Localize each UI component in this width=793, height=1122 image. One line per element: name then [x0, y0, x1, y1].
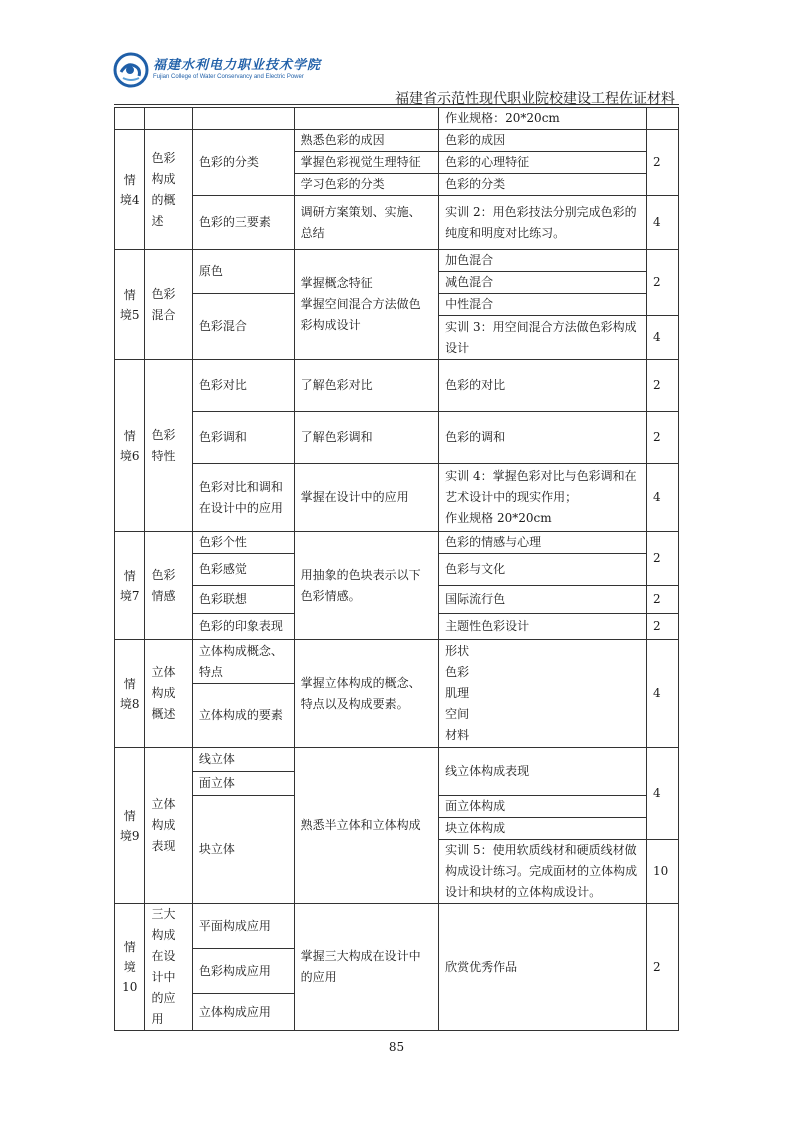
hours-cell: 2	[647, 250, 679, 316]
subtopic-cell: 立体构成概念、特点	[192, 640, 294, 684]
scene-cell: 情境4	[115, 130, 145, 250]
objective-cell: 学习色彩的分类	[294, 174, 439, 196]
content-cell: 欣赏优秀作品	[439, 904, 647, 1031]
table-row	[115, 108, 679, 130]
hours-cell: 2	[647, 586, 679, 614]
objective-cell: 熟悉色彩的成因	[294, 130, 439, 152]
hours-cell: 10	[647, 840, 679, 904]
scene-cell: 情境5	[115, 250, 145, 360]
table-row	[115, 250, 679, 272]
hours-cell: 2	[647, 130, 679, 196]
content-cell: 色彩的调和	[439, 412, 647, 464]
subtopic-cell: 色彩个性	[192, 532, 294, 554]
content-cell: 色彩与文化	[439, 554, 647, 586]
content-cell: 色彩的情感与心理	[439, 532, 647, 554]
objective-cell: 掌握在设计中的应用	[294, 464, 439, 532]
college-emblem-icon	[113, 52, 149, 88]
table-row	[115, 532, 679, 554]
objective-cell: 调研方案策划、实施、总结	[294, 196, 439, 250]
subtopic-cell: 面立体	[192, 772, 294, 796]
content-cell: 实训 4：掌握色彩对比与色彩调和在艺术设计中的现实作用； 作业规格 20*20cm	[439, 464, 647, 532]
table-row	[115, 904, 679, 949]
hours-cell: 4	[647, 196, 679, 250]
hours-cell: 2	[647, 412, 679, 464]
content-cell: 实训 5：使用软质线材和硬质线材做构成设计练习。完成面材的立体构成设计和块材的立体构成设计。	[439, 840, 647, 904]
content-cell: 加色混合	[439, 250, 647, 272]
subtopic-cell: 块立体	[192, 796, 294, 904]
objective-cell: 用抽象的色块表示以下色彩情感。	[294, 532, 439, 640]
scene-cell: 情境8	[115, 640, 145, 748]
hours-cell: 4	[647, 464, 679, 532]
content-cell: 块立体构成	[439, 818, 647, 840]
header-divider	[114, 104, 679, 105]
module-cell	[145, 108, 192, 130]
subtopic-cell	[192, 108, 294, 130]
module-cell: 色彩特性	[145, 360, 192, 532]
content-cell: 面立体构成	[439, 796, 647, 818]
hours-cell: 2	[647, 614, 679, 640]
objective-cell: 掌握概念特征 掌握空间混合方法做色彩构成设计	[294, 250, 439, 360]
subtopic-cell: 立体构成的要素	[192, 684, 294, 748]
content-cell: 色彩的心理特征	[439, 152, 647, 174]
module-cell: 色彩情感	[145, 532, 192, 640]
subtopic-cell: 色彩混合	[192, 294, 294, 360]
table-row	[115, 412, 679, 464]
subtopic-cell: 色彩对比和调和在设计中的应用	[192, 464, 294, 532]
table-row	[115, 130, 679, 152]
hours-cell: 2	[647, 360, 679, 412]
content-cell: 色彩的对比	[439, 360, 647, 412]
subtopic-cell: 色彩的分类	[192, 130, 294, 196]
table-row	[115, 640, 679, 684]
subtopic-cell: 色彩感觉	[192, 554, 294, 586]
module-cell: 立体构成概述	[145, 640, 192, 748]
scene-cell	[115, 108, 145, 130]
page-number: 85	[388, 1040, 405, 1054]
subtopic-cell: 色彩的印象表现	[192, 614, 294, 640]
subtopic-cell: 色彩对比	[192, 360, 294, 412]
scene-cell: 情境7	[115, 532, 145, 640]
subtopic-cell: 立体构成应用	[192, 994, 294, 1031]
content-cell: 中性混合	[439, 294, 647, 316]
content-cell: 实训 2：用色彩技法分别完成色彩的纯度和明度对比练习。	[439, 196, 647, 250]
objective-cell: 掌握立体构成的概念、特点以及构成要素。	[294, 640, 439, 748]
hours-cell: 4	[647, 640, 679, 748]
objective-cell: 掌握色彩视觉生理特征	[294, 152, 439, 174]
content-cell: 国际流行色	[439, 586, 647, 614]
subtopic-cell: 线立体	[192, 748, 294, 772]
hours-cell: 4	[647, 748, 679, 840]
table-row	[115, 748, 679, 772]
objective-cell: 掌握三大构成在设计中的应用	[294, 904, 439, 1031]
subtopic-cell: 色彩构成应用	[192, 949, 294, 994]
content-cell: 实训 3：用空间混合方法做色彩构成设计	[439, 316, 647, 360]
college-logo	[113, 52, 322, 88]
subtopic-cell: 色彩调和	[192, 412, 294, 464]
hours-cell: 4	[647, 316, 679, 360]
curriculum-table	[114, 107, 679, 1031]
content-cell: 色彩的成因	[439, 130, 647, 152]
subtopic-cell: 色彩的三要素	[192, 196, 294, 250]
logo-english-name: Fujian College of Water Conservancy and Electric Power	[153, 74, 304, 80]
content-cell: 减色混合	[439, 272, 647, 294]
content-cell: 形状 色彩 肌理 空间 材料	[439, 640, 647, 748]
hours-cell	[647, 108, 679, 130]
module-cell: 立体构成表现	[145, 748, 192, 904]
scene-cell: 情境6	[115, 360, 145, 532]
subtopic-cell: 平面构成应用	[192, 904, 294, 949]
module-cell: 三大构成在设计中的应用	[145, 904, 192, 1031]
logo-chinese-name: 福建水利电力职业技术学院	[153, 58, 322, 73]
content-cell: 主题性色彩设计	[439, 614, 647, 640]
objective-cell: 了解色彩对比	[294, 360, 439, 412]
content-cell: 色彩的分类	[439, 174, 647, 196]
module-cell: 色彩构成的概述	[145, 130, 192, 250]
content-cell: 作业规格：20*20cm	[439, 108, 647, 130]
subtopic-cell: 色彩联想	[192, 586, 294, 614]
objective-cell	[294, 108, 439, 130]
scene-cell: 情境10	[115, 904, 145, 1031]
scene-cell: 情境9	[115, 748, 145, 904]
table-row	[115, 360, 679, 412]
table-row	[115, 196, 679, 250]
document-header-title: 福建省示范性现代职业院校建设工程佐证材料	[395, 91, 675, 107]
content-cell: 线立体构成表现	[439, 748, 647, 796]
module-cell: 色彩混合	[145, 250, 192, 360]
objective-cell: 熟悉半立体和立体构成	[294, 748, 439, 904]
objective-cell: 了解色彩调和	[294, 412, 439, 464]
table-row	[115, 464, 679, 532]
subtopic-cell: 原色	[192, 250, 294, 294]
hours-cell: 2	[647, 532, 679, 586]
hours-cell: 2	[647, 904, 679, 1031]
